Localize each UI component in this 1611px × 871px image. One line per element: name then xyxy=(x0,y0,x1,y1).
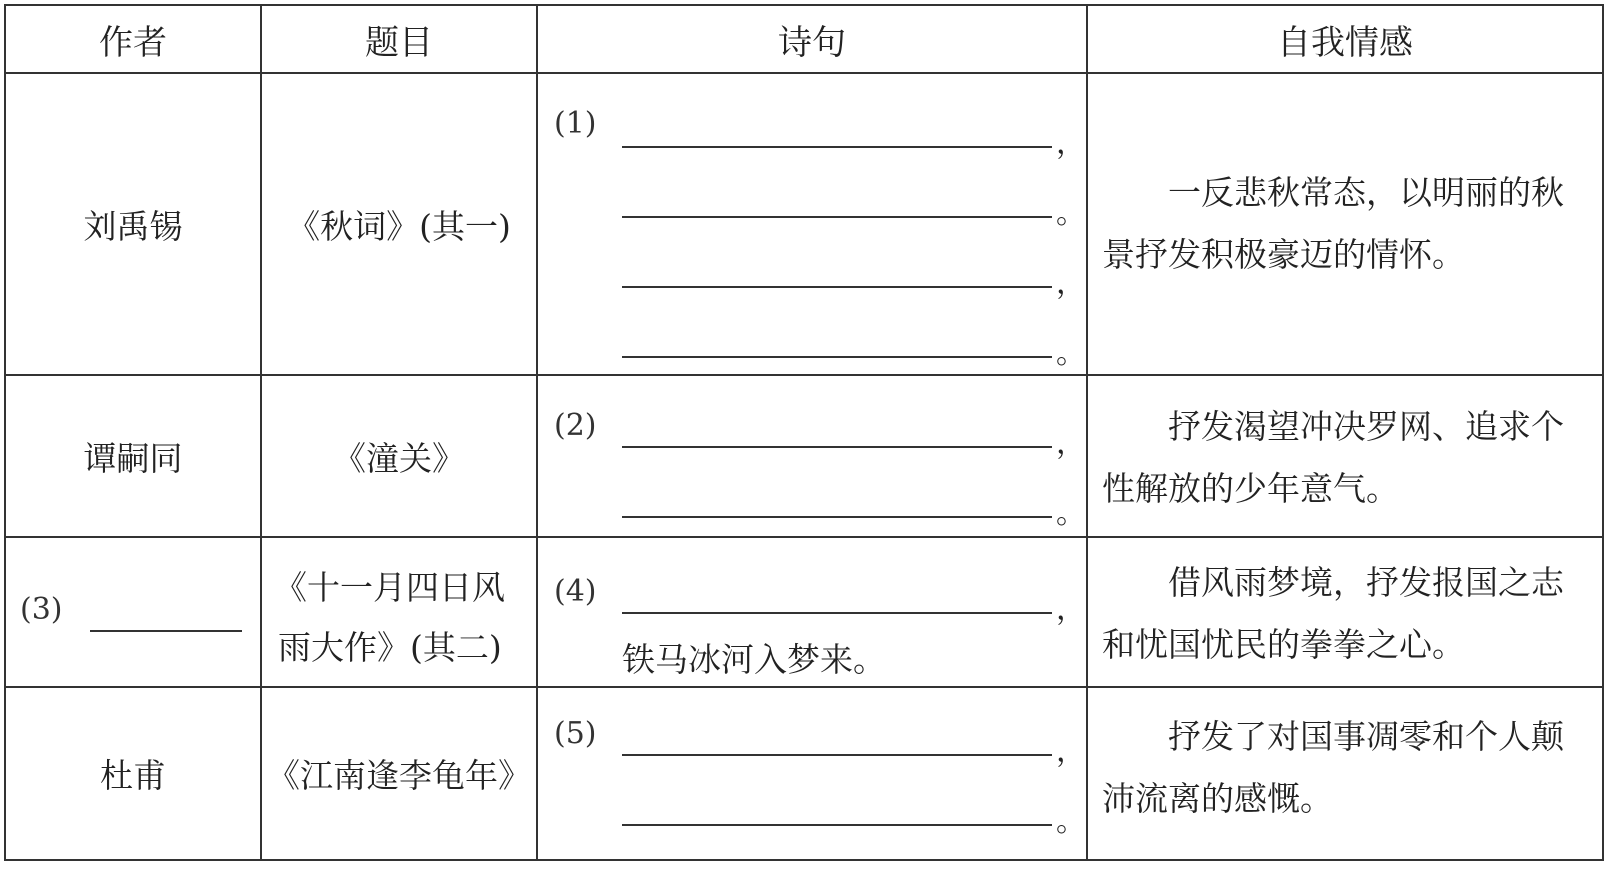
punctuation: 。 xyxy=(1056,336,1086,371)
title-line: 雨大作》(其二) xyxy=(278,628,502,667)
punctuation: ， xyxy=(1056,266,1086,301)
verse-blank[interactable] xyxy=(622,446,1052,448)
question-number: (5) xyxy=(554,716,597,751)
title-cell: 《潼关》 xyxy=(333,438,465,478)
punctuation: ， xyxy=(1056,592,1086,627)
header-emotion: 自我情感 xyxy=(1277,22,1413,63)
question-number: (2) xyxy=(554,408,597,443)
row-divider xyxy=(6,536,1602,538)
emotion-cell: 抒发了对国事凋零和个人颠沛流离的感慨。 xyxy=(1102,717,1564,818)
emotion-cell: 借风雨梦境，抒发报国之志和忧国忧民的拳拳之心。 xyxy=(1102,563,1564,664)
header-verse: 诗句 xyxy=(778,22,846,63)
emotion-cell: 一反悲秋常态，以明丽的秋景抒发积极豪迈的情怀。 xyxy=(1102,173,1564,274)
verse-blank[interactable] xyxy=(622,824,1052,826)
verse-blank[interactable] xyxy=(622,356,1052,358)
title-line: 《十一月四日风 xyxy=(274,568,505,607)
punctuation: ， xyxy=(1056,126,1086,161)
author-cell: 谭嗣同 xyxy=(83,438,183,478)
title-cell: 《江南逢李龟年》 xyxy=(267,756,531,795)
verse-blank[interactable] xyxy=(622,286,1052,288)
punctuation: 。 xyxy=(1056,804,1086,839)
question-number: (1) xyxy=(554,106,597,141)
poetry-table xyxy=(4,4,1604,861)
punctuation: 。 xyxy=(1056,196,1086,231)
author-cell: 刘禹锡 xyxy=(83,206,183,246)
punctuation: 。 xyxy=(1056,496,1086,531)
punctuation: ， xyxy=(1056,426,1086,461)
emotion-cell: 抒发渴望冲决罗网、追求个性解放的少年意气。 xyxy=(1102,407,1564,508)
author-blank[interactable] xyxy=(90,630,242,632)
verse-blank[interactable] xyxy=(622,612,1052,614)
verse-blank[interactable] xyxy=(622,516,1052,518)
punctuation: ， xyxy=(1056,734,1086,769)
question-number: (3) xyxy=(20,592,63,627)
header-author: 作者 xyxy=(99,22,167,63)
verse-blank[interactable] xyxy=(622,216,1052,218)
col-divider xyxy=(536,6,538,859)
given-verse: 铁马冰河入梦来。 xyxy=(622,640,886,679)
question-number: (4) xyxy=(554,574,597,609)
verse-blank[interactable] xyxy=(622,146,1052,148)
verse-blank[interactable] xyxy=(622,754,1052,756)
header-title: 题目 xyxy=(365,22,433,63)
author-cell: 杜甫 xyxy=(100,756,166,795)
title-cell: 《秋词》(其一) xyxy=(287,206,511,246)
